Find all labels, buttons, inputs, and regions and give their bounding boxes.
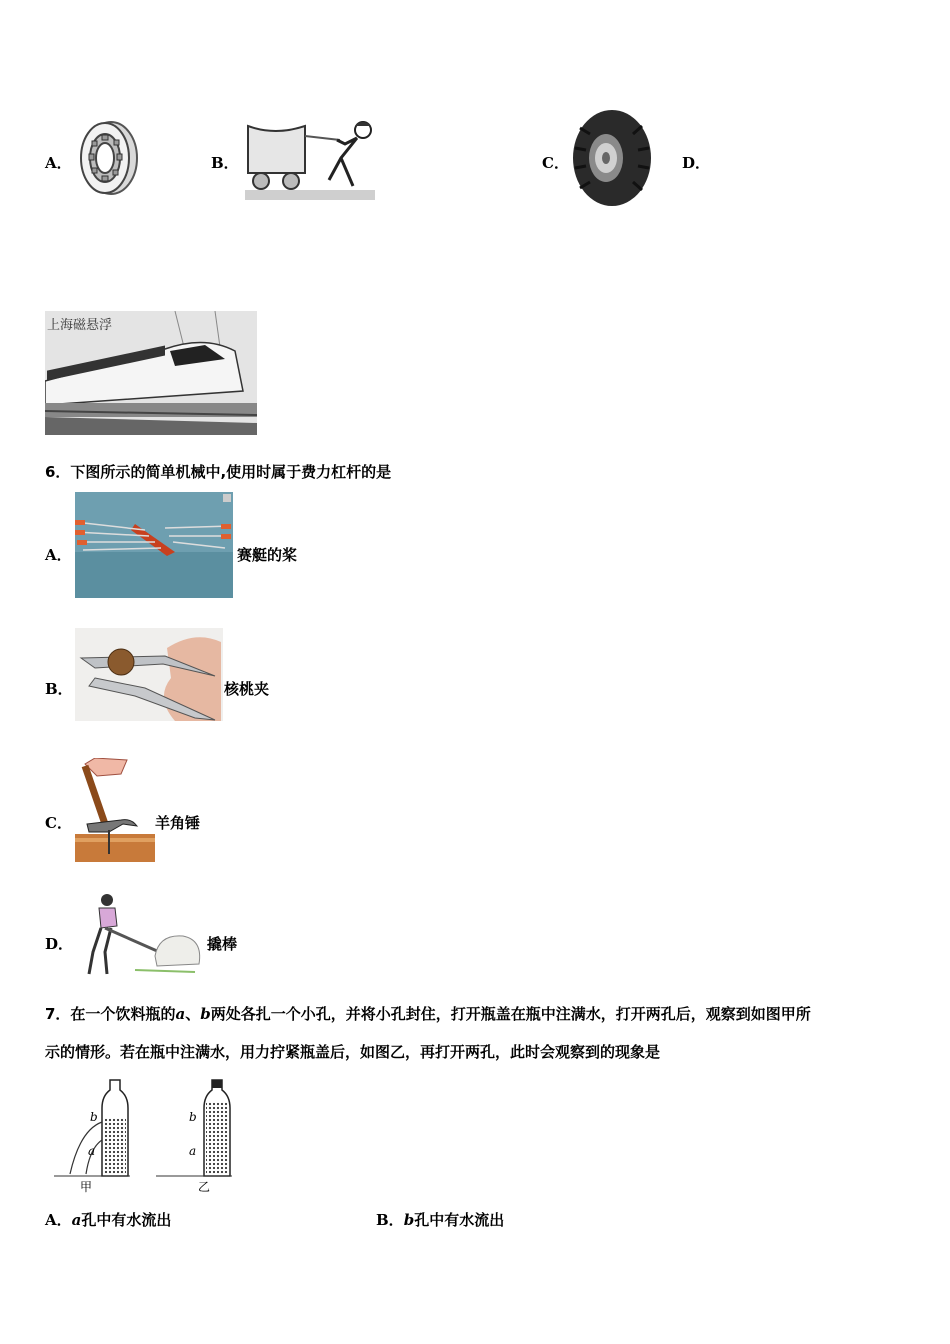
q6-option-a-text: 赛艇的桨 xyxy=(237,546,298,564)
bottle-figures xyxy=(52,1078,252,1193)
maglev-caption: 上海磁悬浮 xyxy=(47,318,113,333)
q7-sep: 、 xyxy=(185,1005,201,1023)
option-d-label: D． xyxy=(682,154,711,172)
maglev-train-image xyxy=(45,311,257,435)
q7-option-b xyxy=(376,1209,504,1230)
q6-option-d-label: D． xyxy=(45,935,74,953)
fig-yi-label-a: a xyxy=(189,1144,197,1158)
tire-image xyxy=(570,108,654,208)
q6-option-c-text: 羊角锤 xyxy=(155,814,201,832)
option-a-label: A． xyxy=(45,154,72,172)
fig-jia-label-a: a xyxy=(88,1144,96,1158)
q7-option-a xyxy=(45,1209,171,1230)
q7-stem-part1: 7．在一个饮料瓶的 xyxy=(45,1005,176,1023)
q7-option-a-text: 孔中有水流出 xyxy=(81,1211,172,1229)
rowing-boat-image xyxy=(75,492,233,598)
q7-stem-part2: 两处各扎一个小孔，并将小孔封住，打开瓶盖在瓶中注满水，打开两孔后，观察到如图甲所 xyxy=(210,1005,811,1023)
q7-option-b-label: B． xyxy=(376,1211,404,1229)
bearing-image xyxy=(75,118,141,198)
q6-option-b-text: 核桃夹 xyxy=(224,680,270,698)
pushing-cart-image xyxy=(245,118,375,200)
q7-var-a: a xyxy=(175,1005,186,1023)
claw-hammer-image xyxy=(75,758,155,862)
option-c-label: C． xyxy=(542,154,569,172)
q6-option-a-label: A． xyxy=(45,546,72,564)
q7-option-a-label: A． xyxy=(45,1211,72,1229)
q7-option-b-text: 孔中有水流出 xyxy=(414,1211,505,1229)
q6-option-d-text: 撬棒 xyxy=(207,935,238,953)
fig-jia-caption: 甲 xyxy=(80,1180,93,1193)
q6-option-c-label: C． xyxy=(45,814,72,832)
question-6-stem: 6．下图所示的简单机械中,使用时属于费力杠杆的是 xyxy=(45,463,392,481)
nutcracker-image xyxy=(75,628,223,721)
fig-yi-label-b: b xyxy=(189,1110,197,1124)
q7-var-b: b xyxy=(200,1005,211,1023)
fig-jia-label-b: b xyxy=(90,1110,98,1124)
q7-option-a-var: a xyxy=(71,1211,82,1229)
crowbar-image xyxy=(75,892,209,980)
option-b-label: B． xyxy=(211,154,239,172)
fig-yi-caption: 乙 xyxy=(198,1180,211,1193)
q6-option-b-label: B． xyxy=(45,680,73,698)
question-7-stem-line2: 示的情形。若在瓶中注满水，用力拧紧瓶盖后，如图乙，再打开两孔，此时会观察到的现象是 xyxy=(45,1043,661,1061)
q7-option-b-var: b xyxy=(403,1211,415,1229)
question-7-stem xyxy=(45,995,915,1033)
